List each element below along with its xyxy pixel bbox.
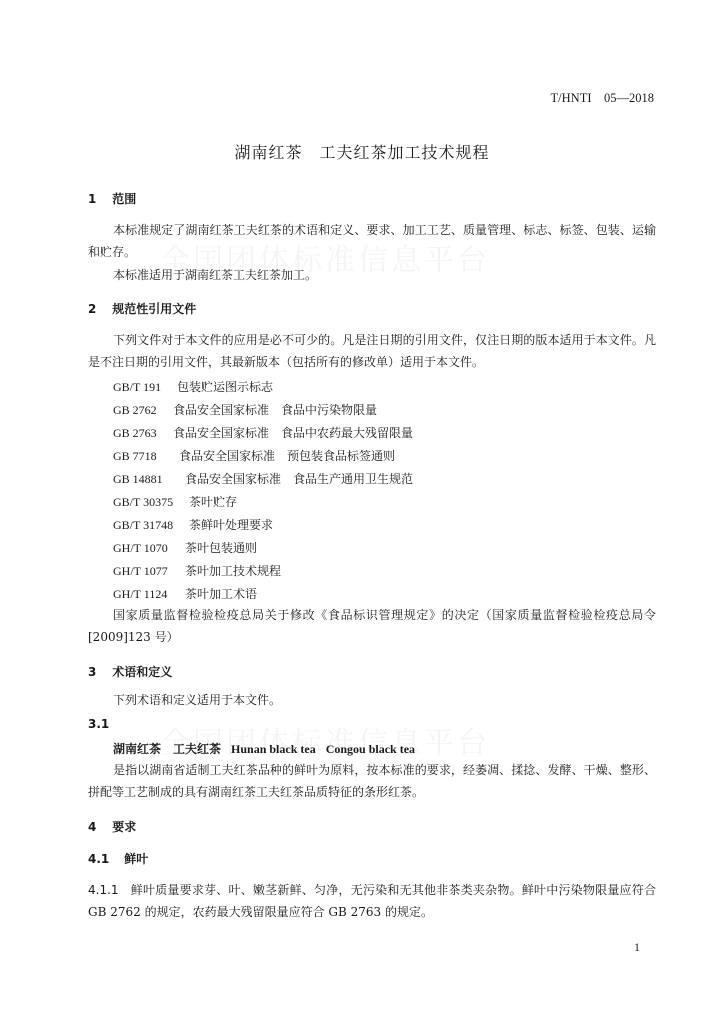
reference-title: 茶鲜叶处理要求 [189, 518, 274, 532]
section-number: 4 [88, 820, 97, 834]
reference-title: 食品安全国家标准 预包装食品标签通则 [179, 449, 396, 463]
reference-item [113, 424, 413, 441]
clause-text: 鲜叶质量要求芽、叶、嫩茎新鲜、匀净，无污染和无其他非茶类夹杂物。鲜叶中污染物限量应符合 GB 2762 的规定，农药最大残留限量应符合 GB 2763 的规定。 [88, 883, 656, 919]
subsection-heading-fresh-leaves [88, 850, 148, 867]
standard-code: T/HNTI 05—2018 [550, 91, 654, 105]
reference-code: GH/T 1124 [113, 587, 168, 601]
reference-title: 包装贮运图示标志 [177, 380, 274, 394]
reference-item [113, 585, 257, 602]
page-number: 1 [634, 940, 640, 954]
reference-code: GH/T 1070 [113, 541, 168, 555]
subsection-title: 鲜叶 [124, 852, 149, 866]
section-heading-normative-references [88, 300, 196, 317]
section-number: 3 [88, 665, 97, 679]
reference-code: GB/T 30375 [113, 495, 174, 509]
reference-title: 食品安全国家标准 食品生产通用卫生规范 [185, 472, 414, 486]
section-title: 要求 [112, 820, 137, 834]
paragraph: 本标准规定了湖南红茶工夫红茶的术语和定义、要求、加工工艺、质量管理、标志、标签、包装、运输和贮存。 [88, 223, 656, 259]
reference-item [113, 516, 273, 533]
paragraph: 下列术语和定义适用于本文件。 [113, 693, 282, 707]
term-chinese: 湖南红茶 工夫红茶 [113, 742, 222, 756]
reference-title: 茶叶加工技术规程 [185, 564, 282, 578]
paragraph: 国家质量监督检验检疫总局关于修改《食品标识管理规定》的决定（国家质量监督检验检疫总局令[2009]123 号） [88, 608, 656, 644]
reference-code: GB 7718 [113, 449, 157, 463]
reference-title: 食品安全国家标准 食品中农药最大残留限量 [173, 426, 414, 440]
term-english-alt: Congou black tea [325, 742, 416, 756]
reference-item [113, 539, 257, 556]
section-heading-requirements [88, 818, 136, 835]
reference-code: GB 2763 [113, 426, 157, 440]
document-title: 湖南红茶 工夫红茶加工技术规程 [234, 143, 490, 162]
reference-item [113, 493, 237, 510]
section-title: 规范性引用文件 [112, 302, 197, 316]
reference-code: GB 14881 [113, 472, 163, 486]
reference-title: 茶叶包装通则 [185, 541, 258, 555]
paragraph: 本标准适用于湖南红茶工夫红茶加工。 [113, 268, 318, 282]
reference-title: 食品安全国家标准 食品中污染物限量 [173, 403, 378, 417]
subsection-number: 4.1 [88, 852, 110, 866]
reference-title: 茶叶加工术语 [185, 587, 258, 601]
reference-item [113, 447, 395, 464]
reference-title: 茶叶贮存 [189, 495, 238, 509]
term-entry [113, 740, 415, 757]
reference-item [113, 562, 281, 579]
term-english: Hunan black tea [231, 742, 316, 756]
paragraph: 下列文件对于本文件的应用是必不可少的。凡是注日期的引用文件，仅注日期的版本适用于本文件。凡是不注日期的引用文件，其最新版本（包括所有的修改单）适用于本文件。 [88, 333, 656, 369]
reference-code: GB 2762 [113, 403, 157, 417]
section-title: 范围 [112, 192, 137, 206]
term-definition: 是指以湖南省适制工夫红茶品种的鲜叶为原料，按本标准的要求，经萎凋、揉捻、发酵、干燥、整形、拼配等工艺制成的具有湖南红茶工夫红茶品质特征的条形红茶。 [88, 763, 656, 799]
reference-item [113, 401, 377, 418]
clause-paragraph [88, 879, 656, 923]
section-heading-terms [88, 663, 172, 680]
section-number: 1 [88, 192, 97, 206]
section-number: 2 [88, 302, 97, 316]
section-heading-scope [88, 190, 136, 207]
section-title: 术语和定义 [112, 665, 173, 679]
term-number: 3.1 [88, 717, 110, 731]
reference-code: GB/T 31748 [113, 518, 174, 532]
reference-item [113, 470, 413, 487]
reference-code: GB/T 191 [113, 380, 162, 394]
reference-code: GH/T 1077 [113, 564, 168, 578]
clause-number: 4.1.1 [88, 883, 119, 897]
reference-item [113, 378, 273, 395]
